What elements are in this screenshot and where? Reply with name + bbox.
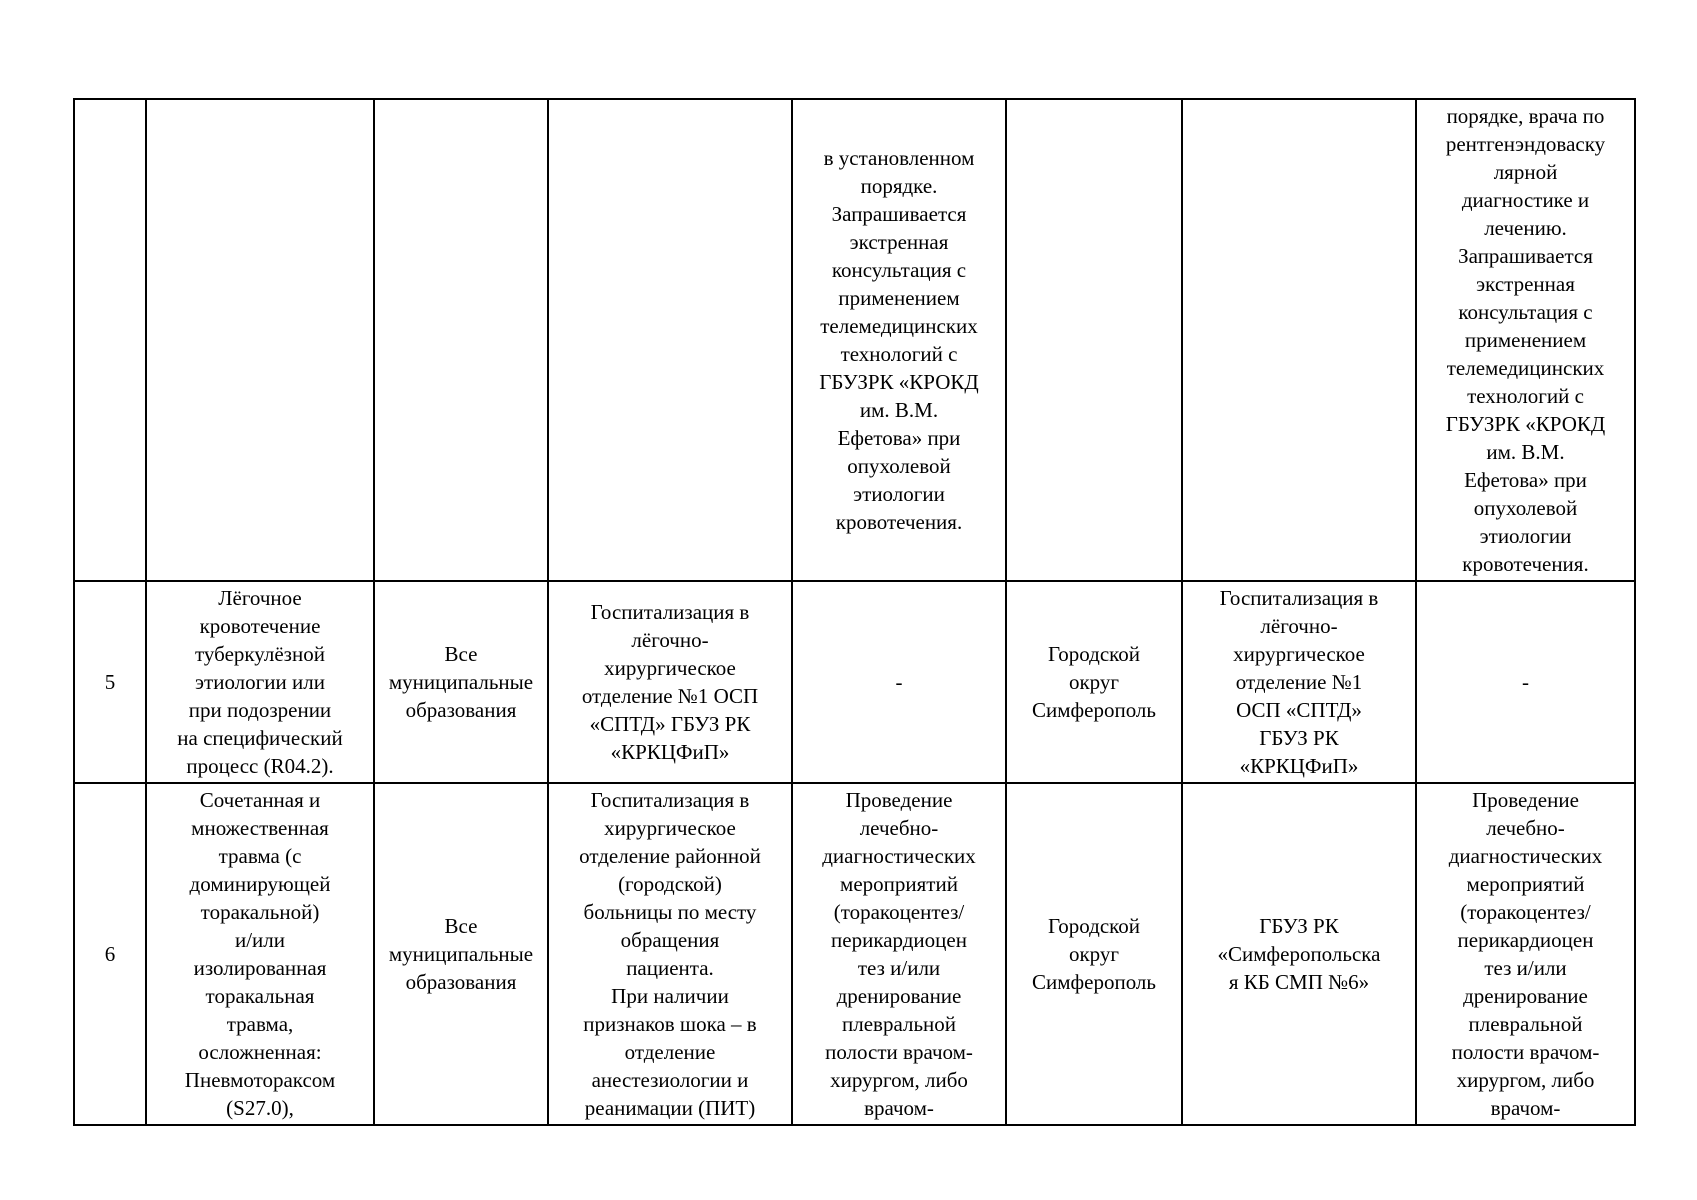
diagnosis-cell: Лёгочное кровотечение туберкулёзной этиологии или при подозрении на специфический процесс (R04.2). xyxy=(146,581,374,783)
table-row xyxy=(74,581,1635,783)
city-measures-cell: порядке, врача по рентгенэндоваску лярной диагностике и лечению. Запрашивается экстренная консультация с применением телемедицинских технологий с ГБУЗРК «КРОКД им. В.М. Ефетова» при опухолевой этиологии кровотечения. xyxy=(1416,99,1635,581)
diagnosis-cell xyxy=(146,99,374,581)
measures-cell: в установленном порядке. Запрашивается экстренная консультация с применением телемедицинских технологий с ГБУЗРК «КРОКД им. В.М. Ефетова» при опухолевой этиологии кровотечения. xyxy=(792,99,1006,581)
city-hospitalization-cell: ГБУЗ РК «Симферопольска я КБ СМП №6» xyxy=(1182,783,1416,1125)
municipality-cell: Все муниципальные образования xyxy=(374,783,548,1125)
municipality-cell xyxy=(374,99,548,581)
hospitalization-cell: Госпитализация в лёгочно- хирургическое отделение №1 ОСП «СПТД» ГБУЗ РК «КРКЦФиП» xyxy=(548,581,792,783)
row-number xyxy=(74,99,146,581)
city-measures-cell: Проведение лечебно- диагностических мероприятий (торакоцентез/ перикардиоцен тез и/или дренирование плевральной полости врачом- хирургом, либо врачом- xyxy=(1416,783,1635,1125)
routing-table xyxy=(73,98,1636,1126)
municipality-cell: Все муниципальные образования xyxy=(374,581,548,783)
table-row xyxy=(74,783,1635,1125)
measures-cell: Проведение лечебно- диагностических мероприятий (торакоцентез/ перикардиоцен тез и/или дренирование плевральной полости врачом- хирургом, либо врачом- xyxy=(792,783,1006,1125)
city-hospitalization-cell xyxy=(1182,99,1416,581)
city-district-cell: Городской округ Симферополь xyxy=(1006,783,1182,1125)
measures-cell: - xyxy=(792,581,1006,783)
city-district-cell xyxy=(1006,99,1182,581)
diagnosis-cell: Сочетанная и множественная травма (с доминирующей торакальной) и/или изолированная торакальная травма, осложненная: Пневмотораксом (S27.0), xyxy=(146,783,374,1125)
city-district-cell: Городской округ Симферополь xyxy=(1006,581,1182,783)
table-row xyxy=(74,99,1635,581)
row-number: 5 xyxy=(74,581,146,783)
city-measures-cell: - xyxy=(1416,581,1635,783)
hospitalization-cell xyxy=(548,99,792,581)
row-number: 6 xyxy=(74,783,146,1125)
city-hospitalization-cell: Госпитализация в лёгочно- хирургическое отделение №1 ОСП «СПТД» ГБУЗ РК «КРКЦФиП» xyxy=(1182,581,1416,783)
hospitalization-cell: Госпитализация в хирургическое отделение районной (городской) больницы по месту обращения пациента. При наличии признаков шока – в отделение анестезиологии и реанимации (ПИТ) xyxy=(548,783,792,1125)
